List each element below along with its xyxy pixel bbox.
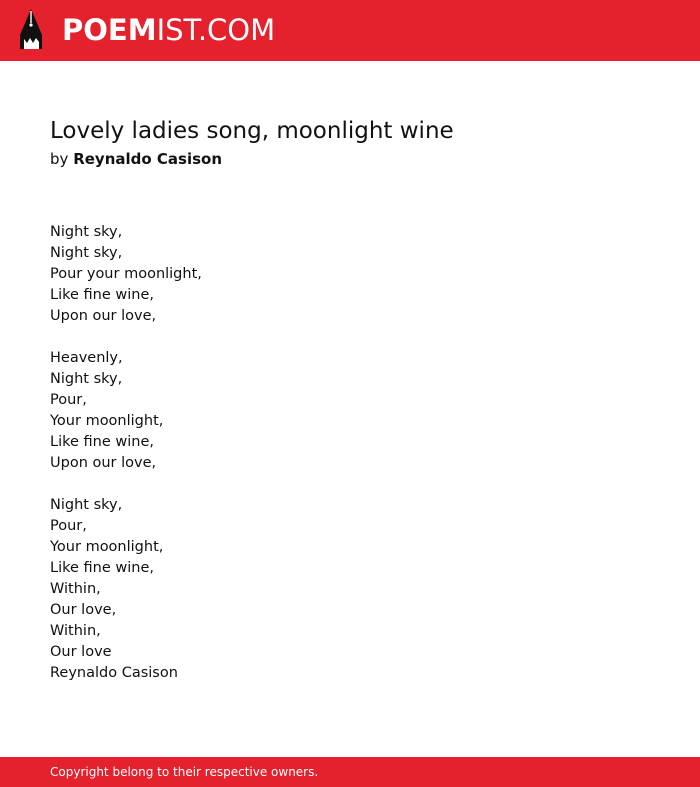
poem-body xyxy=(50,222,670,684)
poem-line: Within, xyxy=(50,581,101,597)
poem-content xyxy=(50,116,670,684)
poem-line: Night sky, xyxy=(50,371,123,387)
poem-line: Night sky, xyxy=(50,245,123,261)
poem-line: Upon our love, xyxy=(50,455,157,471)
poem-stanza xyxy=(50,495,670,684)
poem-title: Lovely ladies song, moonlight wine xyxy=(50,118,454,144)
by-label: by xyxy=(50,150,69,168)
site-logo[interactable] xyxy=(18,9,275,51)
pen-nib-icon xyxy=(18,9,44,51)
poem-line: Night sky, xyxy=(50,497,123,513)
poem-line: Your moonlight, xyxy=(50,539,164,555)
poem-line: Pour, xyxy=(50,392,87,408)
poem-stanza xyxy=(50,348,670,474)
poem-line: Pour, xyxy=(50,518,87,534)
poem-line: Pour your moonlight, xyxy=(50,266,202,282)
poem-byline xyxy=(50,146,670,172)
poem-line: Like fine wine, xyxy=(50,560,154,576)
logo-text xyxy=(62,9,275,51)
poem-line: Our love, xyxy=(50,602,117,618)
poem-signature: Reynaldo Casison xyxy=(50,665,178,681)
copyright-notice: Copyright belong to their respective owners. xyxy=(50,765,319,779)
poem-author[interactable]: Reynaldo Casison xyxy=(73,150,223,168)
site-header xyxy=(0,0,700,61)
poem-line: Your moonlight, xyxy=(50,413,164,429)
poem-stanza xyxy=(50,222,670,327)
poem-line: Our love xyxy=(50,644,112,660)
logo-text-bold: POEM xyxy=(62,13,157,47)
poem-line: Within, xyxy=(50,623,101,639)
poem-line: Upon our love, xyxy=(50,308,157,324)
poem-line: Heavenly, xyxy=(50,350,123,366)
site-footer xyxy=(0,757,700,787)
poem-line: Like fine wine, xyxy=(50,434,154,450)
poem-line: Like fine wine, xyxy=(50,287,154,303)
poem-line: Night sky, xyxy=(50,224,123,240)
logo-text-light: IST.COM xyxy=(156,13,276,47)
